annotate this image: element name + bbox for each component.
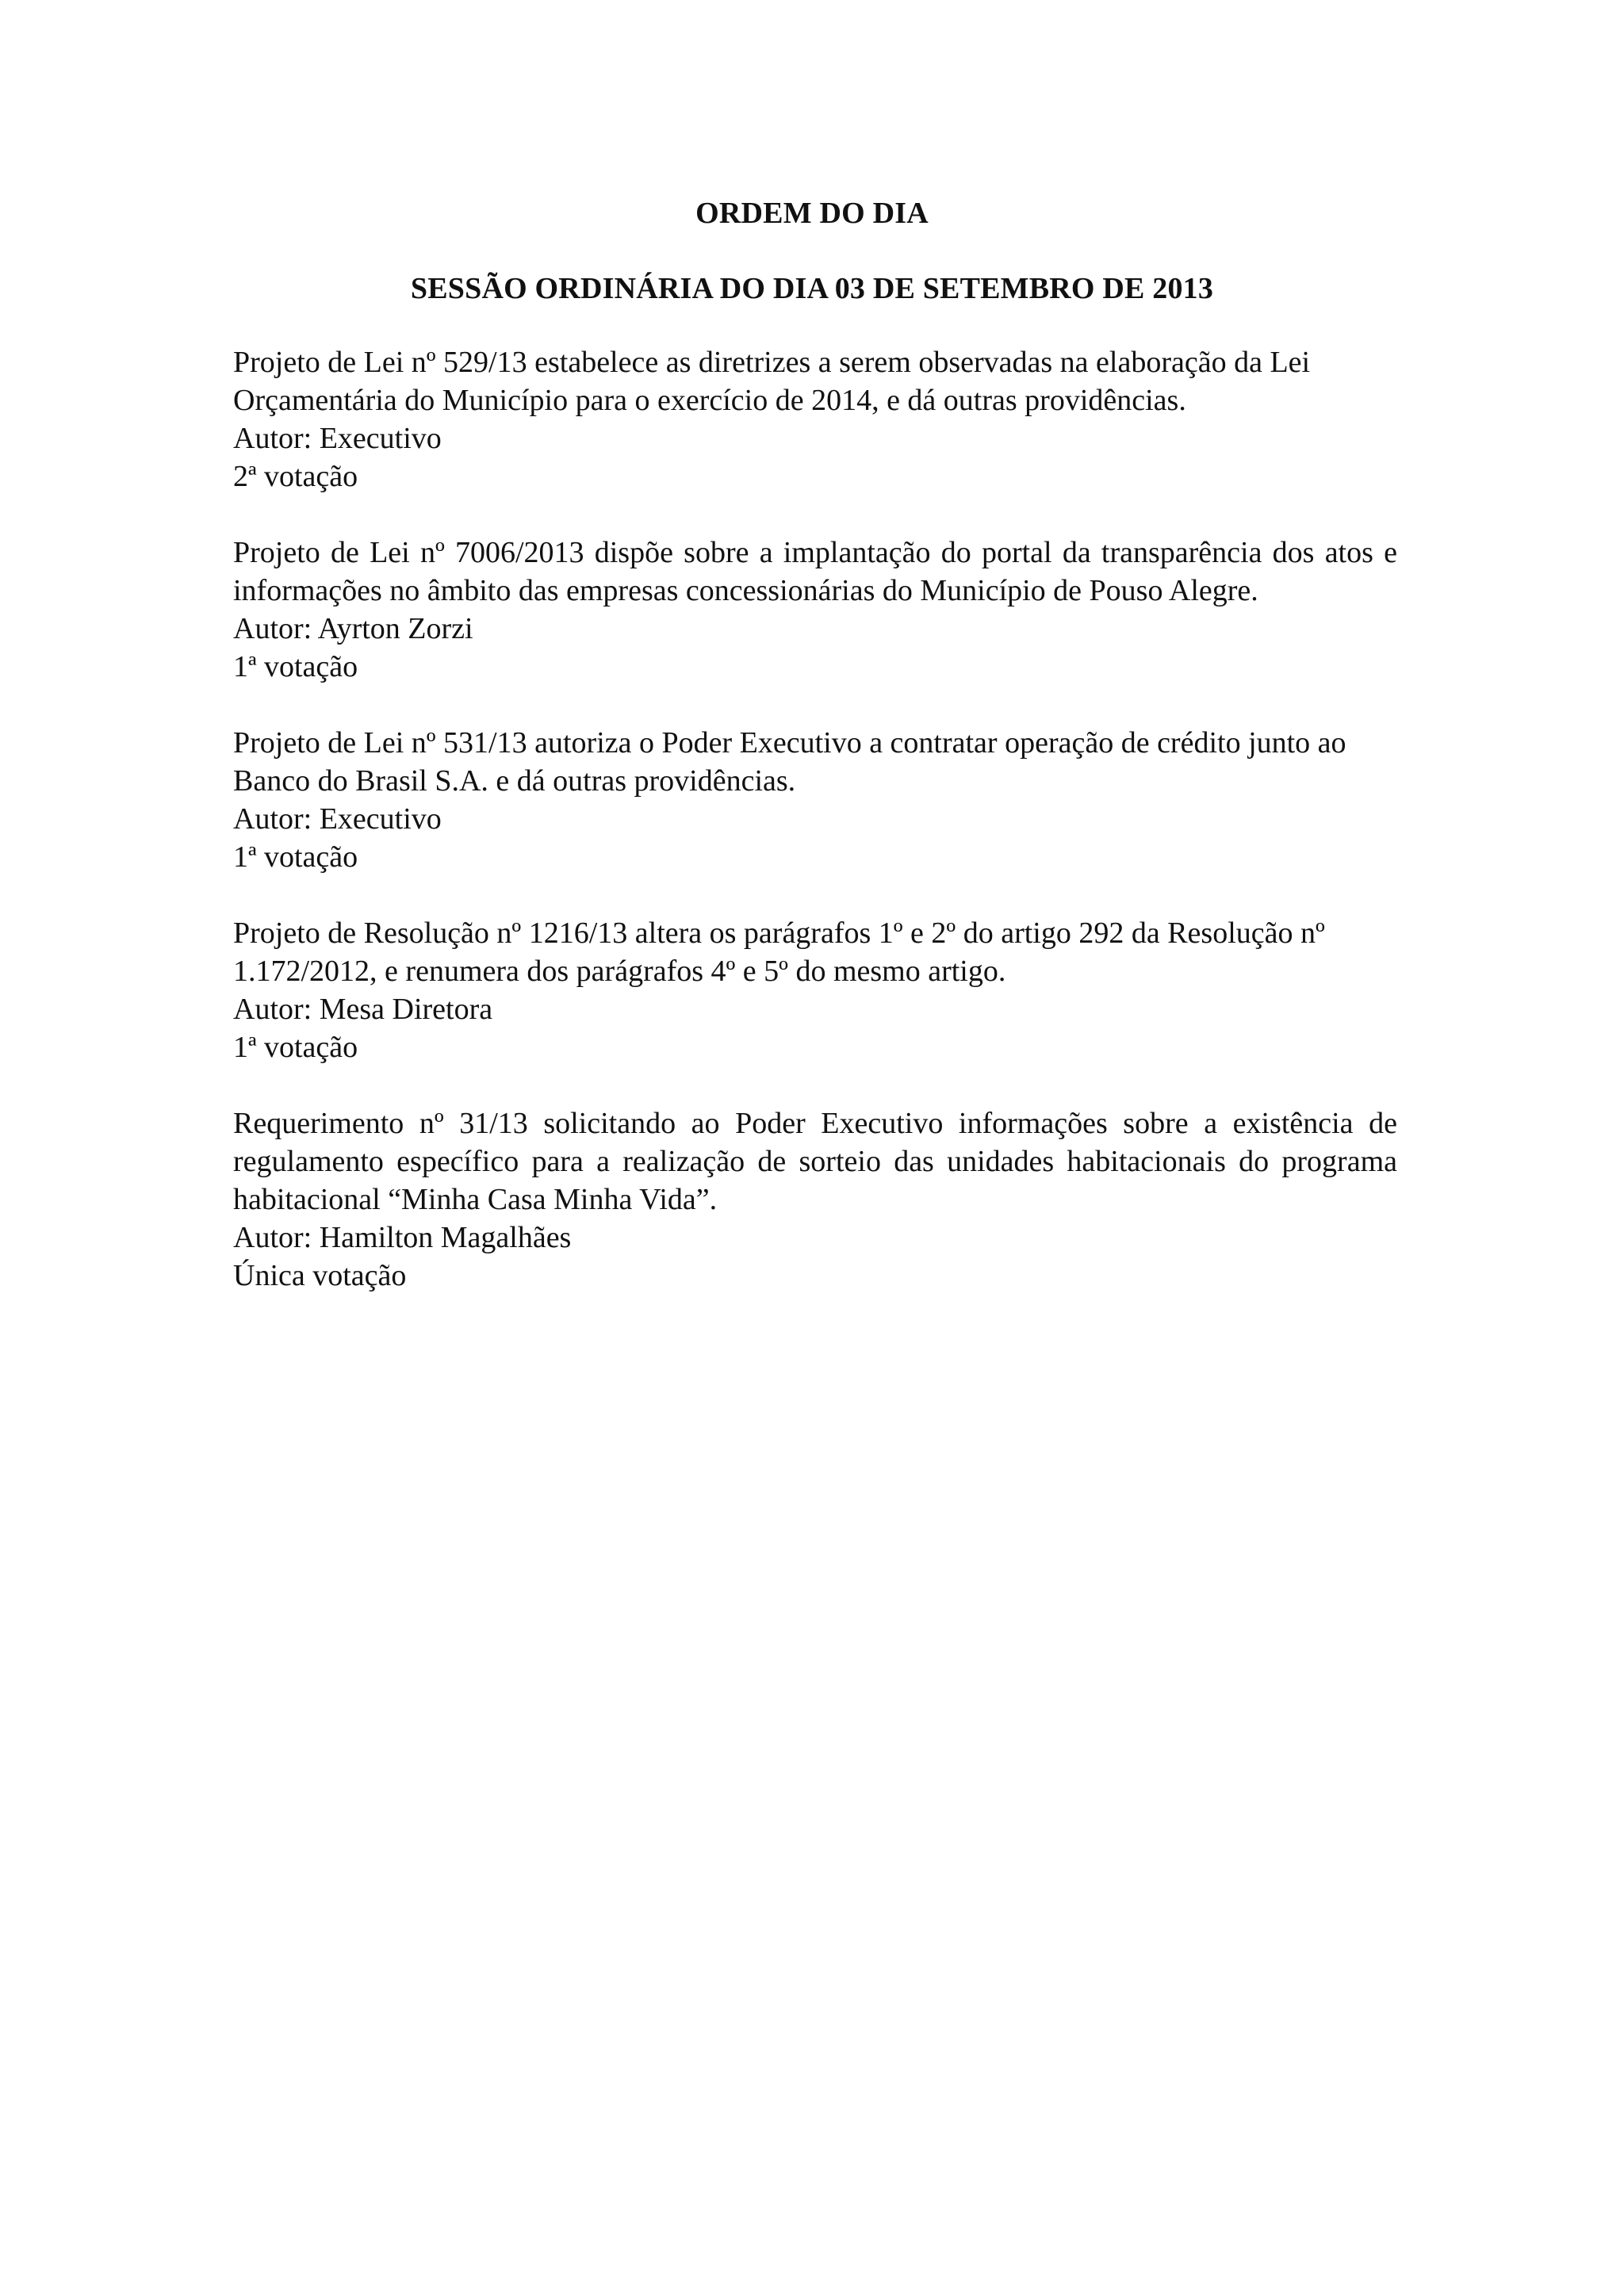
item-description: Requerimento nº 31/13 solicitando ao Poder Executivo informações sobre a existência de regulamento específico para a realização de sorteio das unidades habitacionais do programa habitacional “Minha Casa Minha Vida”.: [233, 1107, 1397, 1216]
item-vote: 1ª votação: [233, 650, 358, 683]
agenda-item: [233, 343, 1397, 496]
item-vote: 2ª votação: [233, 460, 358, 493]
item-vote: 1ª votação: [233, 840, 358, 874]
agenda-item: [233, 1104, 1397, 1295]
document-title: ORDEM DO DIA: [695, 197, 929, 230]
agenda-item: [233, 914, 1397, 1066]
item-author: Autor: Mesa Diretora: [233, 993, 493, 1026]
agenda-list: [233, 343, 1397, 1333]
item-description: Projeto de Lei nº 7006/2013 dispõe sobre a implantação do portal da transparência dos atos e informações no âmbito das empresas concessionárias do Município de Pouso Alegre.: [233, 536, 1397, 607]
item-author: Autor: Executivo: [233, 802, 442, 836]
agenda-item: [233, 534, 1397, 686]
item-author: Autor: Executivo: [233, 422, 442, 455]
item-description: Projeto de Lei nº 529/13 estabelece as diretrizes a serem observadas na elaboração da Lei Orçamentária do Município para o exercício de 2014, e dá outras providências.: [233, 346, 1311, 417]
session-title: SESSÃO ORDINÁRIA DO DIA 03 DE SETEMBRO DE 2013: [410, 272, 1214, 305]
item-vote: 1ª votação: [233, 1031, 358, 1064]
agenda-item: [233, 724, 1397, 876]
item-description: Projeto de Lei nº 531/13 autoriza o Poder Executivo a contratar operação de crédito junto ao Banco do Brasil S.A. e dá outras providências.: [233, 726, 1346, 798]
item-vote: Única votação: [233, 1259, 407, 1292]
item-author: Autor: Hamilton Magalhães: [233, 1221, 572, 1254]
item-description: Projeto de Resolução nº 1216/13 altera os parágrafos 1º e 2º do artigo 292 da Resolução nº 1.172/2012, e renumera dos parágrafos 4º e 5º do mesmo artigo.: [233, 916, 1325, 988]
item-author: Autor: Ayrton Zorzi: [233, 612, 473, 645]
